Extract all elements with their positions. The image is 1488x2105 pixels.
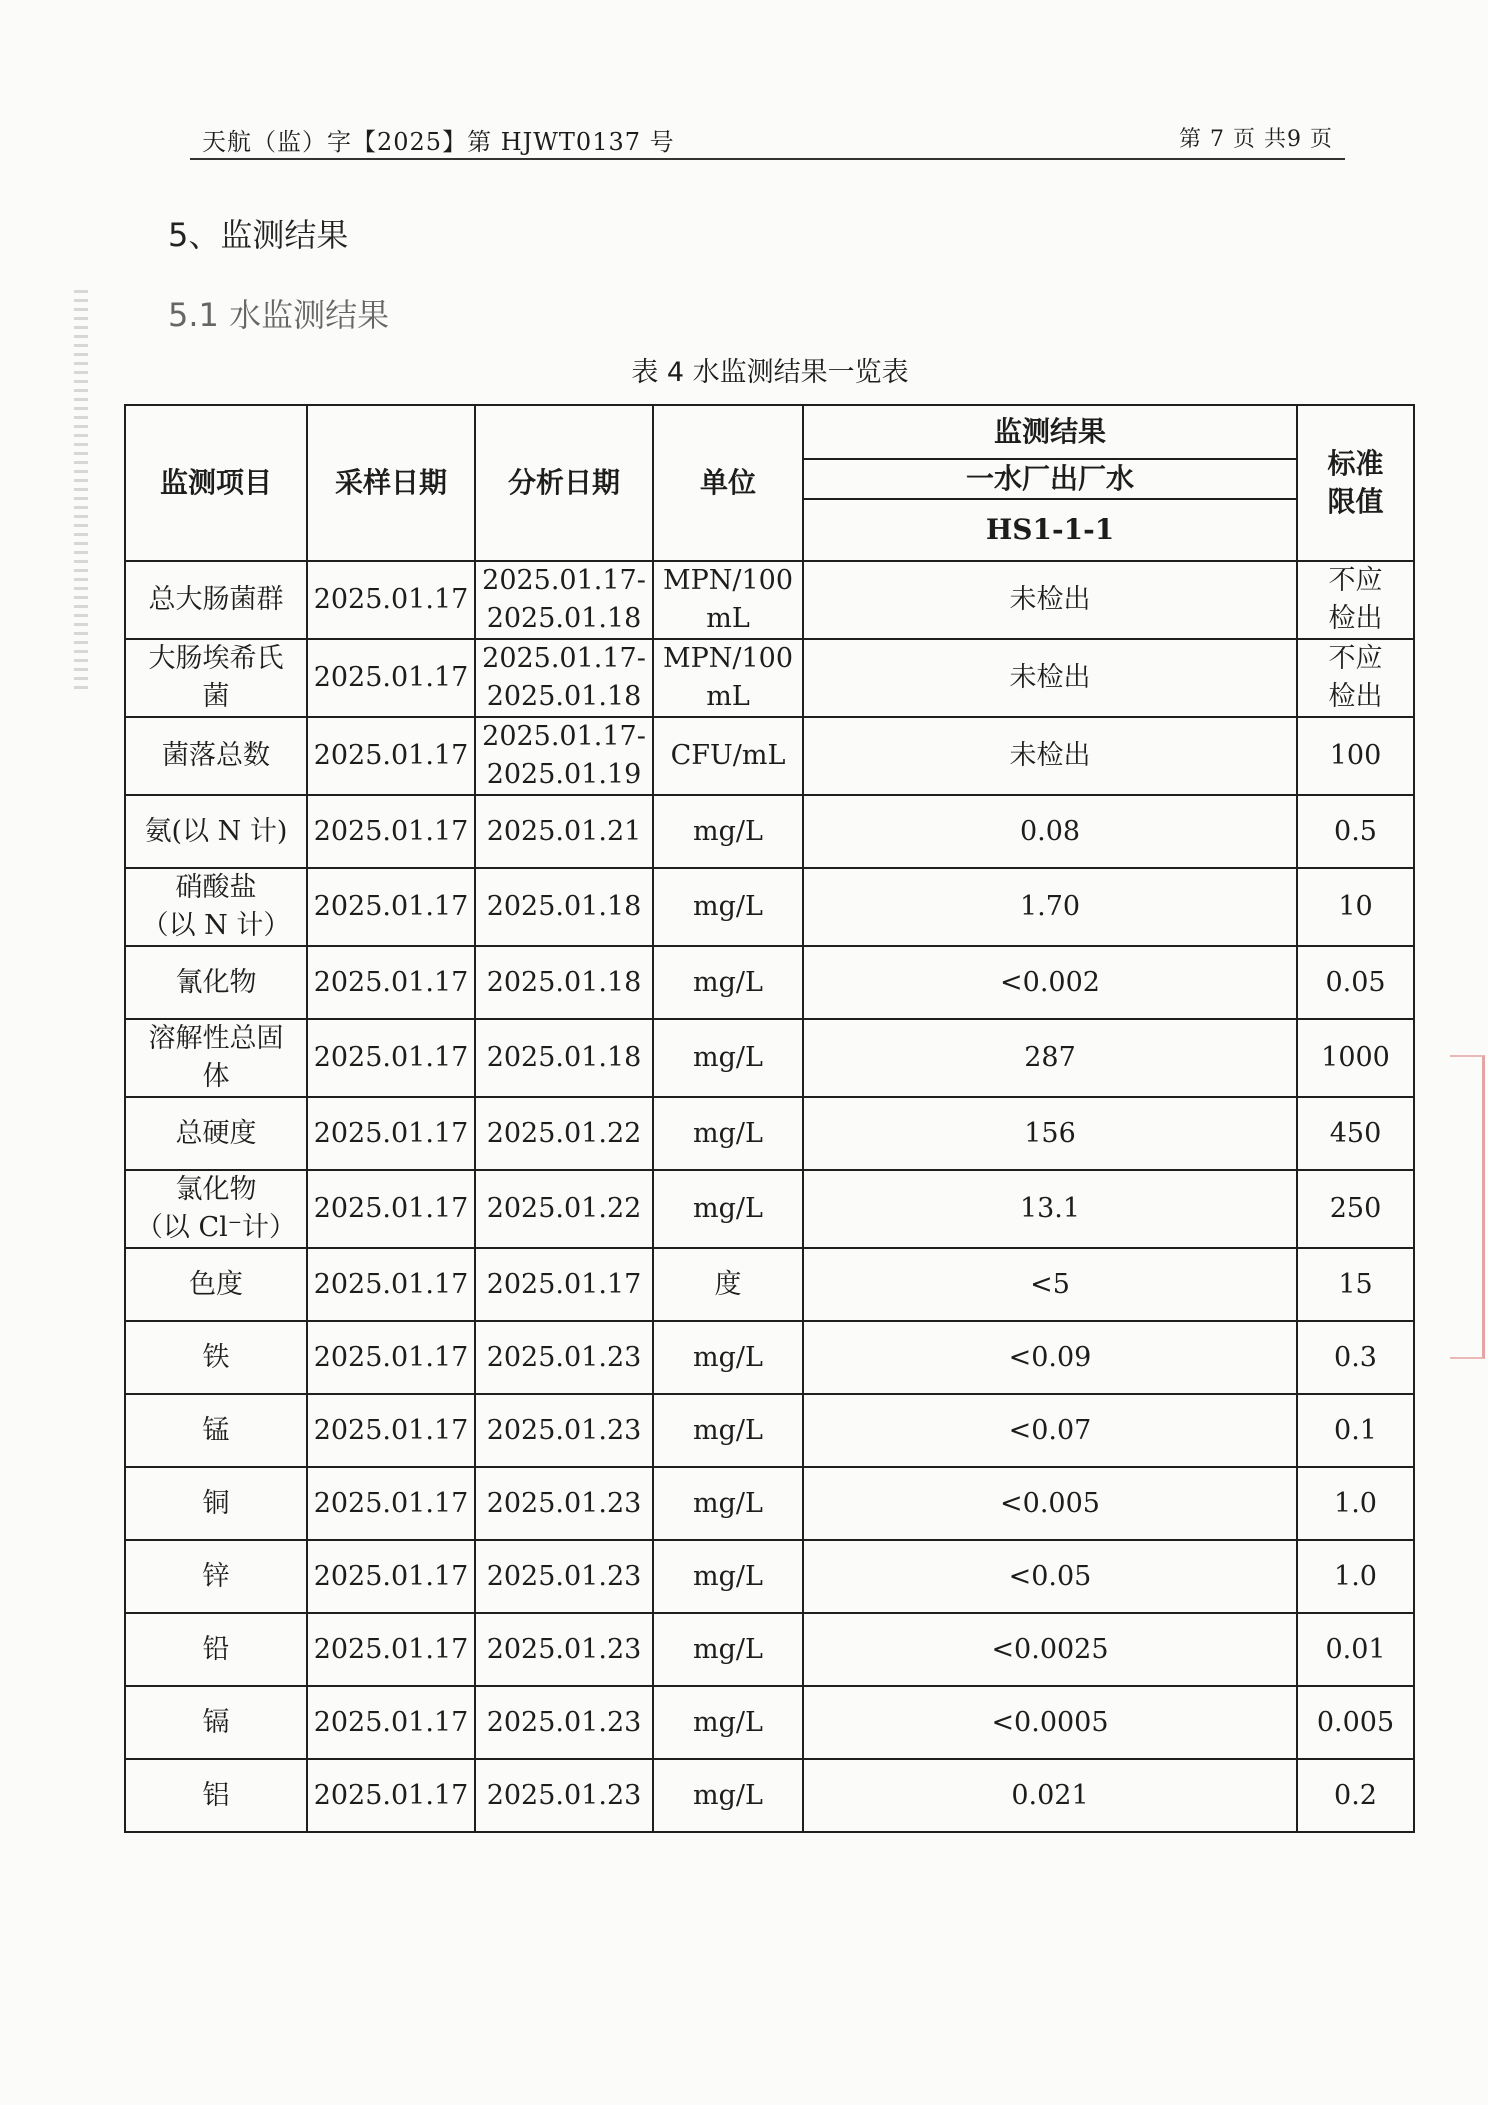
cell-analysis-date <box>475 1467 653 1540</box>
cell-limit <box>1297 1394 1414 1467</box>
cell-unit-text-line2: mL <box>706 603 750 634</box>
cell-limit <box>1297 1467 1414 1540</box>
cell-unit <box>653 1613 803 1686</box>
cell-item <box>125 1248 307 1321</box>
cell-item <box>125 1097 307 1170</box>
cell-analysis-date <box>475 1248 653 1321</box>
cell-result <box>803 1097 1297 1170</box>
cell-result <box>803 717 1297 795</box>
cell-limit <box>1297 1759 1414 1832</box>
cell-unit-text: mg/L <box>693 1706 763 1738</box>
cell-unit <box>653 868 803 946</box>
cell-sample-date-text: 2025.01.17 <box>313 891 469 922</box>
cell-item-text-line2: 体 <box>202 1061 230 1092</box>
cell-unit-text: MPN/100 <box>662 643 794 674</box>
cell-item-text: 锌 <box>202 1560 230 1592</box>
cell-item-text: 锰 <box>202 1414 230 1446</box>
cell-sample-date <box>307 1394 475 1467</box>
cell-analysis-date <box>475 1540 653 1613</box>
cell-limit-text: 10 <box>1338 891 1373 922</box>
cell-sample-date <box>307 639 475 717</box>
cell-analysis-date-text: 2025.01.17- <box>482 721 646 752</box>
cell-limit <box>1297 1097 1414 1170</box>
cell-item <box>125 1759 307 1832</box>
table-header <box>125 405 1414 561</box>
cell-sample-date-text: 2025.01.17 <box>313 1042 469 1073</box>
cell-analysis-date-text: 2025.01.17- <box>482 565 646 596</box>
cell-analysis-date <box>475 1097 653 1170</box>
cell-sample-date-text: 2025.01.17 <box>313 1117 469 1149</box>
cell-limit-text: 0.5 <box>1334 815 1377 847</box>
cell-analysis-date-text: 2025.01.23 <box>486 1560 642 1592</box>
cell-limit <box>1297 1248 1414 1321</box>
table-row <box>125 1759 1414 1832</box>
cell-unit <box>653 1686 803 1759</box>
header-result: 监测结果 <box>803 405 1297 459</box>
cell-result <box>803 1686 1297 1759</box>
cell-item-text: 溶解性总固 <box>148 1023 284 1054</box>
cell-sample-date-text: 2025.01.17 <box>313 740 469 771</box>
cell-item-text: 硝酸盐 <box>175 872 257 903</box>
cell-item-text: 大肠埃希氏 <box>148 643 284 674</box>
header-unit: 单位 <box>653 405 803 561</box>
table-row <box>125 1170 1414 1248</box>
cell-sample-date <box>307 868 475 946</box>
cell-limit-text: 0.01 <box>1325 1633 1386 1665</box>
cell-sample-date-text: 2025.01.17 <box>313 1560 469 1592</box>
cell-analysis-date-text: 2025.01.21 <box>486 815 642 847</box>
cell-item-text: 镉 <box>202 1706 230 1738</box>
cell-result <box>803 1321 1297 1394</box>
cell-limit-text: 不应 <box>1328 643 1383 674</box>
cell-sample-date-text: 2025.01.17 <box>313 815 469 847</box>
cell-limit <box>1297 1321 1414 1394</box>
cell-analysis-date-text: 2025.01.22 <box>486 1193 642 1224</box>
table-row <box>125 639 1414 717</box>
cell-item-text: 菌落总数 <box>162 740 270 771</box>
header-site-code: HS1-1-1 <box>803 499 1297 561</box>
table-body <box>125 561 1414 1832</box>
cell-result <box>803 946 1297 1019</box>
cell-unit-text: mg/L <box>693 1193 763 1224</box>
cell-result <box>803 1467 1297 1540</box>
table-row <box>125 717 1414 795</box>
cell-unit <box>653 946 803 1019</box>
cell-analysis-date <box>475 639 653 717</box>
cell-item <box>125 1321 307 1394</box>
cell-item <box>125 1613 307 1686</box>
cell-limit <box>1297 1019 1414 1097</box>
cell-analysis-date <box>475 1394 653 1467</box>
cell-unit <box>653 717 803 795</box>
cell-result-text: <0.005 <box>1000 1487 1100 1519</box>
cell-sample-date-text: 2025.01.17 <box>313 662 469 693</box>
cell-sample-date <box>307 1759 475 1832</box>
cell-result-text: <0.0025 <box>991 1633 1109 1665</box>
cell-result <box>803 868 1297 946</box>
cell-analysis-date-text-line2: 2025.01.18 <box>486 681 642 712</box>
cell-sample-date <box>307 795 475 868</box>
cell-limit-text: 0.3 <box>1334 1341 1377 1373</box>
cell-limit-text: 450 <box>1329 1117 1382 1149</box>
table-caption: 表 4 水监测结果一览表 <box>631 357 909 388</box>
cell-item-text-line2: 菌 <box>202 681 230 712</box>
cell-analysis-date-text-line2: 2025.01.18 <box>486 603 642 634</box>
cell-limit-text: 15 <box>1338 1268 1373 1300</box>
cell-sample-date-text: 2025.01.17 <box>313 1193 469 1224</box>
table-row <box>125 1394 1414 1467</box>
cell-unit-text: 度 <box>714 1268 742 1300</box>
cell-limit-text: 不应 <box>1328 565 1383 596</box>
header-limit-line1: 标准 <box>1327 447 1384 480</box>
cell-sample-date-text: 2025.01.17 <box>313 1633 469 1665</box>
cell-limit-text: 250 <box>1329 1193 1382 1224</box>
cell-item-text: 氰化物 <box>175 966 257 998</box>
page-header <box>190 118 1345 160</box>
cell-limit-text-line2: 检出 <box>1328 603 1383 634</box>
cell-item-text: 总硬度 <box>175 1117 257 1149</box>
cell-limit <box>1297 946 1414 1019</box>
cell-analysis-date <box>475 1759 653 1832</box>
cell-result-text: 0.021 <box>1011 1779 1089 1811</box>
cell-item-text: 铅 <box>202 1633 230 1665</box>
cell-limit-text: 1000 <box>1321 1042 1390 1073</box>
cell-sample-date <box>307 1248 475 1321</box>
cell-item <box>125 868 307 946</box>
table-row <box>125 1248 1414 1321</box>
cell-unit-text: CFU/mL <box>670 740 786 771</box>
cell-unit-text: mg/L <box>693 1779 763 1811</box>
cell-analysis-date-text: 2025.01.23 <box>486 1706 642 1738</box>
cell-analysis-date <box>475 1321 653 1394</box>
cell-result <box>803 1019 1297 1097</box>
document-number: 天航（监）字【2025】第 HJWT0137 号 <box>202 128 675 156</box>
cell-item <box>125 561 307 639</box>
cell-result-text: 0.08 <box>1019 815 1081 847</box>
cell-result <box>803 1248 1297 1321</box>
cell-result-text: <0.09 <box>1008 1341 1092 1373</box>
cell-unit-text-line2: mL <box>706 681 750 712</box>
cell-limit <box>1297 868 1414 946</box>
cell-sample-date <box>307 1321 475 1394</box>
cell-unit <box>653 1097 803 1170</box>
cell-limit-text: 1.0 <box>1334 1487 1377 1519</box>
cell-sample-date-text: 2025.01.17 <box>313 1341 469 1373</box>
cell-unit <box>653 1759 803 1832</box>
cell-sample-date <box>307 946 475 1019</box>
cell-analysis-date-text: 2025.01.18 <box>486 1042 642 1073</box>
cell-analysis-date <box>475 1170 653 1248</box>
table-row <box>125 868 1414 946</box>
subsection-heading: 5.1 水监测结果 <box>168 296 390 334</box>
cell-result-text: <0.002 <box>1000 966 1100 998</box>
cell-result <box>803 795 1297 868</box>
cell-unit-text: MPN/100 <box>662 565 794 596</box>
cell-result-text: <0.05 <box>1008 1560 1092 1592</box>
cell-item <box>125 717 307 795</box>
cell-sample-date <box>307 1540 475 1613</box>
cell-limit-text: 0.1 <box>1334 1414 1377 1446</box>
cell-unit <box>653 1170 803 1248</box>
cell-analysis-date <box>475 1686 653 1759</box>
cell-analysis-date-text: 2025.01.22 <box>486 1117 642 1149</box>
header-analysis-date: 分析日期 <box>475 405 653 561</box>
cell-result <box>803 1759 1297 1832</box>
cell-unit <box>653 1248 803 1321</box>
table-row <box>125 1613 1414 1686</box>
cell-unit <box>653 561 803 639</box>
cell-sample-date <box>307 1097 475 1170</box>
cell-analysis-date-text: 2025.01.23 <box>486 1414 642 1446</box>
cell-item-text: 铜 <box>202 1487 230 1519</box>
cell-item <box>125 639 307 717</box>
table-row <box>125 1686 1414 1759</box>
cell-sample-date <box>307 1170 475 1248</box>
cell-item-text: 铝 <box>202 1779 230 1811</box>
cell-unit-text: mg/L <box>693 1414 763 1446</box>
cell-item <box>125 1170 307 1248</box>
cell-limit <box>1297 639 1414 717</box>
cell-item-text-line2: （以 Cl⁻计） <box>135 1212 297 1243</box>
cell-analysis-date-text: 2025.01.23 <box>486 1633 642 1665</box>
cell-analysis-date <box>475 717 653 795</box>
header-item: 监测项目 <box>125 405 307 561</box>
cell-analysis-date <box>475 1613 653 1686</box>
cell-unit-text: mg/L <box>693 815 763 847</box>
cell-analysis-date <box>475 1019 653 1097</box>
cell-result-text: 156 <box>1024 1117 1076 1149</box>
cell-result-text: 未检出 <box>1009 662 1091 693</box>
cell-item <box>125 1467 307 1540</box>
cell-analysis-date-text: 2025.01.23 <box>486 1487 642 1519</box>
cell-item <box>125 946 307 1019</box>
cell-limit-text-line2: 检出 <box>1328 681 1383 712</box>
cell-unit-text: mg/L <box>693 1560 763 1592</box>
cell-limit <box>1297 1540 1414 1613</box>
cell-sample-date-text: 2025.01.17 <box>313 1268 469 1300</box>
cell-unit-text: mg/L <box>693 1633 763 1665</box>
cell-unit <box>653 639 803 717</box>
cell-analysis-date-text-line2: 2025.01.19 <box>486 759 642 790</box>
cell-limit-text: 0.005 <box>1316 1706 1395 1738</box>
table-row <box>125 1467 1414 1540</box>
header-limit-line2: 限值 <box>1327 485 1384 518</box>
cell-result-text: 287 <box>1024 1042 1076 1073</box>
cell-item <box>125 795 307 868</box>
cell-result-text: 未检出 <box>1009 584 1091 615</box>
header-sample-date: 采样日期 <box>307 405 475 561</box>
cell-analysis-date-text: 2025.01.18 <box>486 966 642 998</box>
cell-sample-date <box>307 1019 475 1097</box>
cell-sample-date-text: 2025.01.17 <box>313 1706 469 1738</box>
cell-analysis-date-text: 2025.01.17- <box>482 643 646 674</box>
cell-limit <box>1297 1686 1414 1759</box>
table-row <box>125 1540 1414 1613</box>
cell-item-text: 铁 <box>202 1341 230 1373</box>
cell-sample-date-text: 2025.01.17 <box>313 584 469 615</box>
cell-limit-text: 0.05 <box>1325 966 1386 998</box>
cell-sample-date-text: 2025.01.17 <box>313 1414 469 1446</box>
cell-unit <box>653 1467 803 1540</box>
cell-result <box>803 561 1297 639</box>
page-indicator: 第 7 页 共9 页 <box>1179 127 1333 152</box>
cell-analysis-date-text: 2025.01.23 <box>486 1341 642 1373</box>
cell-analysis-date <box>475 561 653 639</box>
cell-result-text: 未检出 <box>1009 740 1091 771</box>
cell-result-text: 13.1 <box>1019 1193 1081 1224</box>
table-row <box>125 561 1414 639</box>
table-row <box>125 795 1414 868</box>
cell-unit-text: mg/L <box>693 1487 763 1519</box>
cell-result <box>803 1394 1297 1467</box>
table-row <box>125 1097 1414 1170</box>
header-site: 一水厂出厂水 <box>803 459 1297 499</box>
section-heading: 5、监测结果 <box>168 216 349 254</box>
table-row <box>125 1321 1414 1394</box>
cell-limit <box>1297 795 1414 868</box>
cell-result <box>803 1540 1297 1613</box>
cell-unit-text: mg/L <box>693 966 763 998</box>
cell-limit-text: 1.0 <box>1334 1560 1377 1592</box>
cell-result-text: 1.70 <box>1019 891 1081 922</box>
cell-item-text: 氨(以 N 计) <box>144 815 288 847</box>
cell-unit-text: mg/L <box>693 1117 763 1149</box>
cell-limit-text: 100 <box>1329 740 1382 771</box>
cell-analysis-date-text: 2025.01.23 <box>486 1779 642 1811</box>
water-results-table <box>124 404 1415 1833</box>
header-limit <box>1297 405 1414 561</box>
cell-unit <box>653 1321 803 1394</box>
seal-stamp-edge <box>1450 1055 1485 1359</box>
cell-unit <box>653 795 803 868</box>
cell-limit <box>1297 1170 1414 1248</box>
cell-item-text: 氯化物 <box>175 1174 257 1205</box>
cell-sample-date <box>307 1613 475 1686</box>
cell-analysis-date <box>475 868 653 946</box>
table-row <box>125 946 1414 1019</box>
cell-item <box>125 1394 307 1467</box>
cell-result-text: <0.07 <box>1008 1414 1092 1446</box>
cell-item-text: 色度 <box>189 1268 243 1300</box>
cell-result-text: <5 <box>1030 1268 1070 1300</box>
cell-sample-date-text: 2025.01.17 <box>313 966 469 998</box>
cell-analysis-date <box>475 795 653 868</box>
cell-limit-text: 0.2 <box>1334 1779 1377 1811</box>
cell-result-text: <0.0005 <box>991 1706 1109 1738</box>
cell-sample-date-text: 2025.01.17 <box>313 1779 469 1811</box>
cell-limit <box>1297 717 1414 795</box>
cell-analysis-date-text: 2025.01.18 <box>486 891 642 922</box>
cell-unit-text: mg/L <box>693 1042 763 1073</box>
cell-limit <box>1297 1613 1414 1686</box>
cell-sample-date <box>307 1686 475 1759</box>
cell-sample-date-text: 2025.01.17 <box>313 1487 469 1519</box>
cell-unit <box>653 1019 803 1097</box>
cell-item <box>125 1686 307 1759</box>
cell-limit <box>1297 561 1414 639</box>
cell-result <box>803 1613 1297 1686</box>
cell-result <box>803 1170 1297 1248</box>
cell-analysis-date <box>475 946 653 1019</box>
cell-item <box>125 1019 307 1097</box>
cell-result <box>803 639 1297 717</box>
table-row <box>125 1019 1414 1097</box>
cell-sample-date <box>307 717 475 795</box>
cell-item-text-line2: （以 N 计） <box>141 910 291 941</box>
cell-item-text: 总大肠菌群 <box>148 584 284 615</box>
cell-item <box>125 1540 307 1613</box>
cell-analysis-date-text: 2025.01.17 <box>486 1268 642 1300</box>
cell-unit <box>653 1394 803 1467</box>
cell-unit-text: mg/L <box>693 1341 763 1373</box>
cell-sample-date <box>307 1467 475 1540</box>
cell-unit-text: mg/L <box>693 891 763 922</box>
cell-sample-date <box>307 561 475 639</box>
cell-unit <box>653 1540 803 1613</box>
